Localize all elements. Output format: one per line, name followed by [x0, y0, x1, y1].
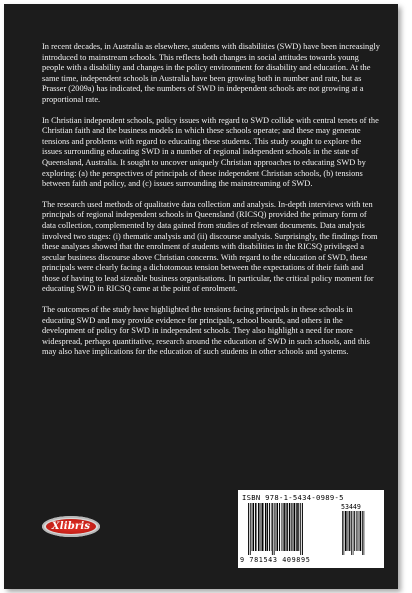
blurb-paragraph-3: The research used methods of qualitative data collection and analysis. In-depth interviews with ten principals of regional independent schools in Queensland (RICSQ) provided the primary form of data collection, complemented by data gained from studies of relevant documents. Data analysis involved two stages: (i) thematic analysis and (ii) discourse analysis. Surprisingly, the findings from these analyses showed that the enrolment of students with disabilities in the RICSQ privileged a secular business discourse above Christian concerns. With regard to the education of SWD, these principals were clearly facing a dichotomous tension between the expectations of their faith and those of having to lead sizeable business organisations. In particular, the critical policy moment for educating SWD in RICSQ came at the point of enrolment.: [42, 199, 378, 294]
barcode-digits: 9 781543 409895: [240, 556, 311, 564]
barcode-bar: [261, 503, 262, 551]
barcode-bar: [286, 503, 287, 551]
barcode-bar: [349, 511, 350, 551]
barcode-bar: [262, 503, 263, 551]
logo-text: Xlibris: [51, 521, 91, 532]
barcode-bar: [279, 503, 280, 551]
blurb-paragraph-1: In recent decades, in Australia as elsewhere, students with disabilities (SWD) have been increasingly introduced to mainstream schools. This reflects both changes in social attitudes towards young people with a disability and changes in the policy environment for disability and education. At the same time, independent schools in Australia have been growing both in number and rate, but as Prasser (2009a) has indicated, the numbers of SWD in independent schools are not growing at a proportional rate.: [42, 42, 380, 104]
barcode-bar: [347, 511, 348, 551]
barcode-bar: [272, 503, 273, 555]
barcode: [238, 490, 384, 568]
barcode-bar: [360, 511, 361, 551]
isbn-label: ISBN 978-1-5434-0989-5: [242, 493, 344, 502]
barcode-bar: [253, 503, 254, 551]
barcode-bar: [302, 503, 303, 555]
barcode-bar: [357, 511, 358, 551]
blurb: [42, 42, 382, 368]
barcode-bar: [265, 503, 266, 551]
barcode-bar: [258, 503, 259, 551]
back-cover: [4, 4, 398, 589]
blurb-paragraph-4: The outcomes of the study have highlighted the tensions facing principals in these schools in educating SWD and may provide evidence for principals, school boards, and others in the development of policy for SWD in independent schools. They also highlight a need for more widespread, perhaps quantitative, research around the education of SWD in such schools, and this may also have implications for the education of such students in other schools and systems.: [42, 305, 370, 357]
barcode-bar: [267, 503, 268, 551]
barcode-bar: [276, 503, 277, 551]
addon-number: 53449: [341, 503, 361, 511]
barcode-bar: [269, 503, 270, 551]
logo-badge: [46, 519, 96, 534]
barcode-bar: [354, 511, 355, 551]
barcode-bar: [345, 511, 346, 551]
barcode-bar: [351, 511, 352, 555]
barcode-bar: [283, 503, 284, 551]
xlibris-logo: [42, 516, 100, 537]
barcode-bar: [344, 511, 345, 555]
barcode-bar: [353, 511, 354, 555]
barcode-bar: [294, 503, 295, 551]
ean-barcode-bars: [248, 503, 340, 555]
barcode-bar: [291, 503, 292, 551]
barcode-bar: [342, 511, 343, 555]
barcode-bar: [364, 511, 365, 555]
barcode-bar: [248, 503, 249, 555]
barcode-bar: [274, 503, 275, 555]
barcode-bar: [255, 503, 256, 551]
barcode-bar: [289, 503, 290, 551]
barcode-bar: [298, 503, 299, 551]
barcode-bar: [362, 511, 363, 555]
barcode-bar: [296, 503, 297, 551]
barcode-bar: [250, 503, 251, 555]
blurb-paragraph-2: In Christian independent schools, policy issues with regard to SWD collide with central tenets of the Christian faith and the business models in which these schools operate; and these may generate tensions and problems with regard to educating these students. This study sought to explore the issues surrounding educating SWD in a number of regional independent schools in the state of Queensland, Australia. It sought to uncover uniquely Christian approaches to educating SWD by exploring: (a) the perspectives of principals of these independent Christian schools, (b) tensions between faith and policy, and (c) issues surrounding the mainstreaming of SWD.: [42, 115, 379, 189]
addon-barcode-bars: [342, 511, 380, 555]
barcode-bar: [300, 503, 301, 555]
